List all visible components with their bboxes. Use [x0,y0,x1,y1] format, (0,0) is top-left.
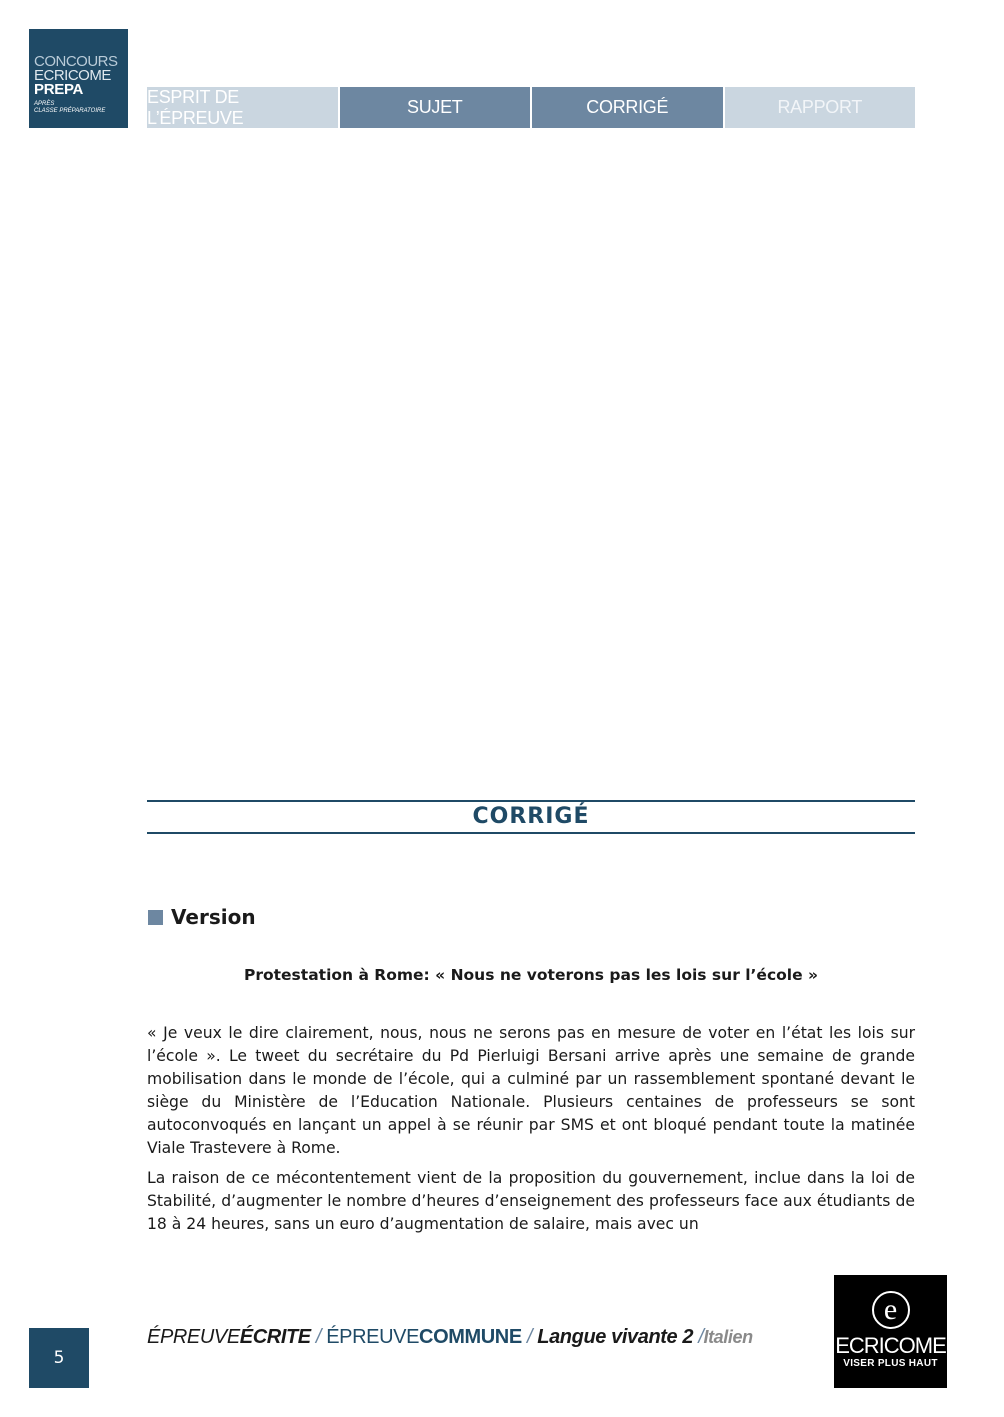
footer-epreuve: ÉPREUVE [147,1326,240,1348]
logo-line-prepa: PREPA [34,81,84,98]
page-number: 5 [29,1328,89,1388]
paragraph: « Je veux le dire clairement, nous, nous ne serons pas en mesure de voter en l’état les lois sur l’école ». Le tweet du secrétaire du Pd Pierluigi Bersani arrive après une semaine de grande mobilisation dans le monde de l’école, qui a culminé par un rassemblement spontané devant le siège du Ministère de l’Education Nationale. Plusieurs centaines de professeurs se sont autoconvoqués en lançant un appel à se réunir par SMS et ont bloqué pendant toute la matinée Viale Trastevere à Rome. [147,1024,915,1157]
footer-commune: COMMUNE [419,1326,522,1348]
footer-separator: / [521,1326,538,1348]
document-body [147,1022,915,1243]
subsection-heading [148,905,256,929]
tab-esprit-de-lepreuve[interactable]: ESPRIT DE L’ÉPREUVE [147,87,338,128]
ecricome-logo [834,1275,947,1388]
section-title: CORRIGÉ [472,804,590,829]
footer-langue: Langue vivante 2 [537,1326,694,1348]
footer-italien: Italien [703,1327,753,1347]
section-rule-bottom [147,832,915,834]
footer-caption [147,1326,753,1349]
section-tabs [147,87,915,128]
square-bullet-icon [148,910,163,925]
ecricome-e-icon: e [872,1291,910,1329]
footer-separator: / [310,1326,327,1348]
section-rule-top [147,800,915,802]
tab-rapport[interactable]: RAPPORT [725,87,916,128]
logo-line-ecricome: ECRICOME [34,67,111,84]
paragraph: La raison de ce mécontentement vient de la proposition du gouvernement, inclue dans la loi de Stabilité, d’augmenter le nombre d’heures d’enseignement des professeurs face aux étudiants de 18 à 24 heures, sans un euro d’augmentation de salaire, mais avec un [147,1169,915,1233]
footer-ecrite: ÉCRITE [239,1326,311,1348]
document-title: Protestation à Rome: « Nous ne voterons pas les lois sur l’école » [243,966,819,984]
footer-separator: / [693,1326,704,1348]
logo-line-apres: APRÈS [34,101,55,107]
subsection-title: Version [171,905,256,929]
ecricome-brand: ECRICOME [835,1333,946,1358]
tab-sujet[interactable]: SUJET [340,87,531,128]
logo-line-classe: CLASSE PRÉPARATOIRE [34,108,106,114]
logo-line-concours: CONCOURS [34,53,118,70]
ecricome-tagline: VISER PLUS HAUT [843,1358,938,1369]
footer-epreuve-2: ÉPREUVE [326,1326,420,1348]
tab-corrige[interactable]: CORRIGÉ [532,87,723,128]
concours-ecricome-prepa-logo [29,29,128,128]
